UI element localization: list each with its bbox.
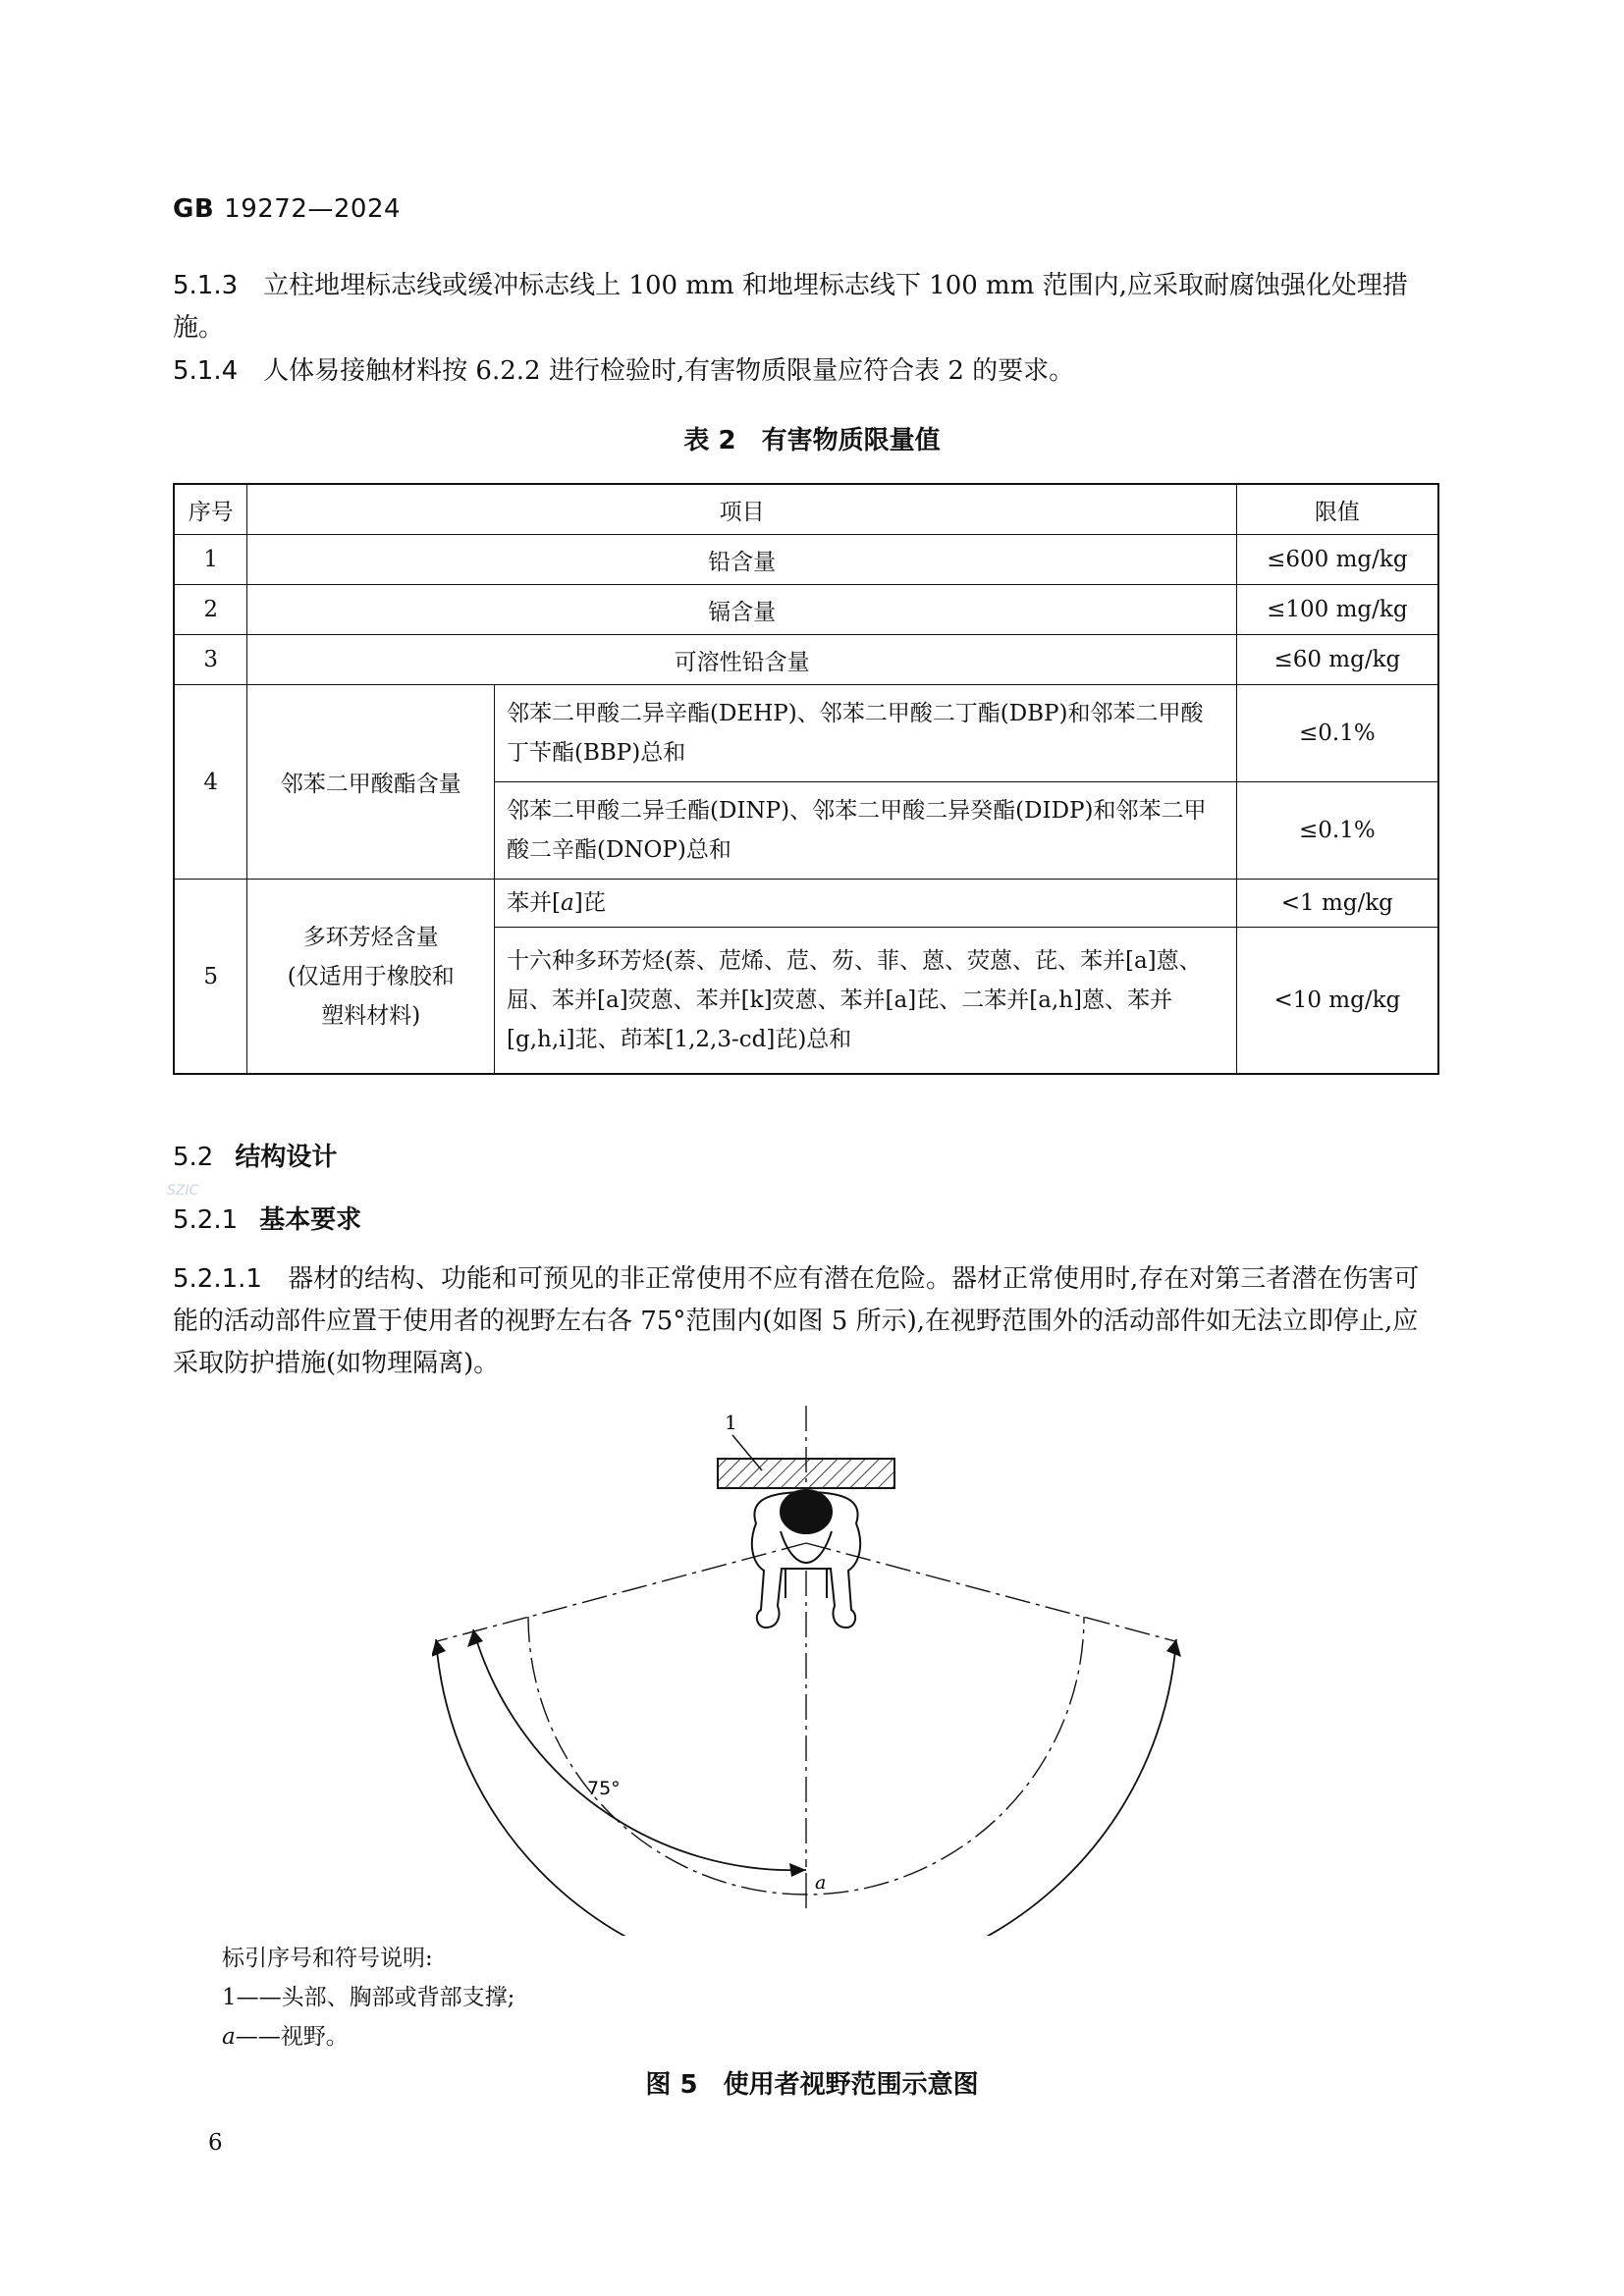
row-item: 铅含量 <box>247 535 1236 585</box>
figure-field-of-view <box>432 1406 1198 1936</box>
figure-caption-label: 图 5 <box>645 2070 698 2100</box>
row-item: 镉含量 <box>247 585 1236 635</box>
row-group-line: 多环芳烃含量 <box>302 924 439 950</box>
clause-number: 5.2.1.1 <box>173 1264 262 1294</box>
section-number: 5.2 <box>173 1143 214 1172</box>
legend-symbol: a <box>222 2024 236 2050</box>
clause-text: 器材的结构、功能和可预见的非正常使用不应有潜在危险。器材正常使用时,存在对第三者潜在伤害可能的活动部件应置于使用者的视野左右各 75°范围内(如图 5 所示),在视野范围外的活动部件如无法立即停止,应采取防护措施(如物理隔离)。 <box>173 1264 1420 1378</box>
row-no: 4 <box>174 685 247 880</box>
support-pad <box>718 1459 894 1488</box>
table-row <box>174 535 1438 585</box>
row-limit: ≤0.1% <box>1236 685 1438 782</box>
section-title: 结构设计 <box>235 1143 338 1172</box>
row-item: 邻苯二甲酸二异壬酯(DINP)、邻苯二甲酸二异癸酯(DIDP)和邻苯二甲酸二辛酯(DNOP)总和 <box>495 782 1237 880</box>
legend-title: 标引序号和符号说明: <box>222 1946 433 1971</box>
row-limit: <10 mg/kg <box>1236 928 1438 1075</box>
row-limit: ≤100 mg/kg <box>1236 585 1438 635</box>
hazardous-substance-table <box>173 483 1439 1075</box>
field-of-view-diagram <box>432 1406 1198 1936</box>
row-item: 邻苯二甲酸二异辛酯(DEHP)、邻苯二甲酸二丁酯(DBP)和邻苯二甲酸丁苄酯(BBP)总和 <box>495 685 1237 782</box>
table-row <box>174 635 1438 685</box>
row-item-part: ]芘 <box>573 890 606 916</box>
row-no: 2 <box>174 585 247 635</box>
standard-code: GB <box>173 194 215 224</box>
section-title: 基本要求 <box>259 1205 362 1235</box>
col-header-limit: 限值 <box>1236 484 1438 535</box>
table-caption-label: 表 2 <box>683 426 736 455</box>
figure-legend <box>222 1939 514 2056</box>
legend-item-a <box>222 2017 514 2056</box>
watermark-logo: SZIC <box>167 1183 199 1199</box>
table-caption <box>0 420 1624 456</box>
user-figure-icon <box>752 1490 860 1628</box>
legend-text: ——视野。 <box>235 2024 349 2050</box>
table-row <box>174 585 1438 635</box>
section-heading-5-2-1 <box>173 1200 361 1236</box>
col-header-no: 序号 <box>174 484 247 535</box>
row-group-line: (仅适用于橡胶和 <box>287 963 455 989</box>
alpha-label: a <box>815 1872 827 1894</box>
row-limit: ≤0.1% <box>1236 782 1438 880</box>
clause-text: 立柱地埋标志线或缓冲标志线上 100 mm 和地埋标志线下 100 mm 范围内,应采取耐腐蚀强化处理措施。 <box>173 271 1408 343</box>
row-group-line: 塑料材料) <box>321 1002 421 1029</box>
row-item: 可溶性铅含量 <box>247 635 1236 685</box>
standard-number: 19272—2024 <box>224 194 402 224</box>
table-caption-title: 有害物质限量值 <box>761 426 941 455</box>
section-number: 5.2.1 <box>173 1205 239 1235</box>
row-limit: <1 mg/kg <box>1236 880 1438 928</box>
clause-5-1-3 <box>173 265 1439 349</box>
legend-item-1: 1——头部、胸部或背部支撑; <box>222 1985 515 2010</box>
clause-5-1-4 <box>173 350 1439 393</box>
clause-text: 人体易接触材料按 6.2.2 进行检验时,有害物质限量应符合表 2 的要求。 <box>263 356 1075 386</box>
row-limit: ≤600 mg/kg <box>1236 535 1438 585</box>
standard-header <box>173 194 401 224</box>
angle-arc-75 <box>467 1629 806 1877</box>
row-item-part: 苯并[ <box>507 890 561 916</box>
row-group: 邻苯二甲酸酯含量 <box>247 685 495 880</box>
table-row <box>174 880 1438 928</box>
row-item: 十六种多环芳烃(萘、苊烯、苊、芴、菲、蒽、荧蒽、芘、苯并[a]蒽、屈、苯并[a]荧蒽、苯并[k]荧蒽、苯并[a]芘、二苯并[a,h]蒽、苯并[g,h,i]苝、茚苯[1,2,3-cd]芘)总和 <box>495 928 1237 1075</box>
row-item <box>495 880 1237 928</box>
row-group <box>247 880 495 1075</box>
row-limit: ≤60 mg/kg <box>1236 635 1438 685</box>
row-no: 3 <box>174 635 247 685</box>
page-number: 6 <box>208 2130 223 2156</box>
row-item-italic: a <box>561 890 574 916</box>
angle-label: 75° <box>587 1778 621 1799</box>
table-row <box>174 685 1438 782</box>
alpha-marker <box>806 1872 826 1908</box>
row-no: 5 <box>174 880 247 1075</box>
col-header-item: 项目 <box>247 484 1236 535</box>
label-1: 1 <box>725 1411 737 1434</box>
row-no: 1 <box>174 535 247 585</box>
clause-number: 5.1.3 <box>173 271 239 300</box>
figure-caption <box>0 2064 1624 2101</box>
figure-caption-title: 使用者视野范围示意图 <box>723 2070 979 2100</box>
section-heading-5-2 <box>173 1137 337 1173</box>
clause-number: 5.1.4 <box>173 356 239 386</box>
clause-5-2-1-1 <box>173 1258 1439 1385</box>
